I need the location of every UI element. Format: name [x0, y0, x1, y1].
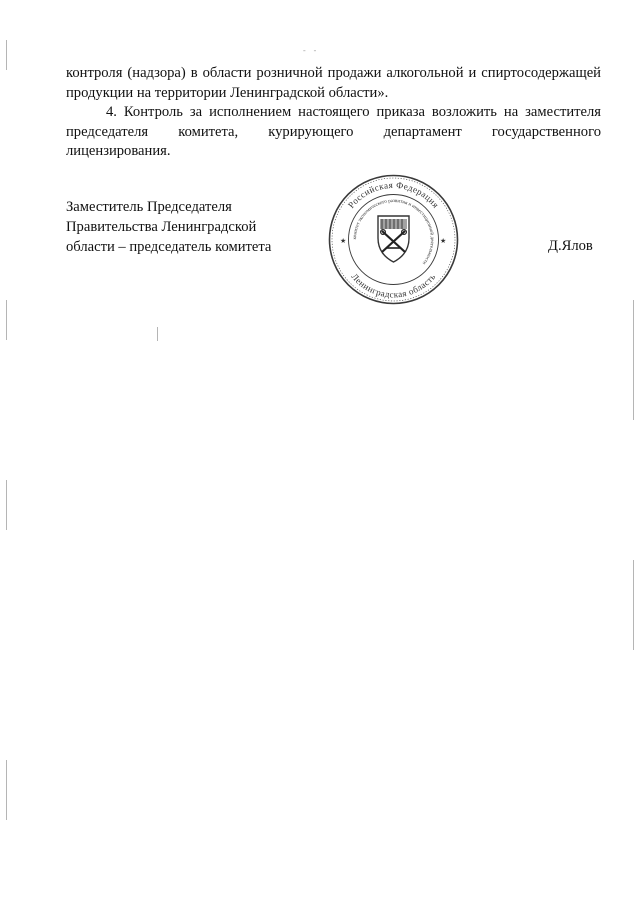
text-line: 4. Контроль за исполнением настоящего приказа возложить на заместителя: [106, 104, 601, 120]
scan-edge-mark: [6, 40, 7, 70]
paragraph-continuation: [66, 64, 601, 103]
signer-title-line: Заместитель Председателя: [66, 199, 232, 215]
official-seal-icon: [326, 172, 461, 307]
scan-edge-mark: [6, 760, 7, 820]
scan-edge-mark: [6, 480, 7, 530]
signer-title-line: области – председатель комитета: [66, 239, 272, 255]
signer-name: Д.Ялов: [548, 238, 593, 254]
text-line: лицензирования.: [66, 143, 171, 159]
text-line: контроля (надзора) в области розничной продажи алкогольной и спиртосодержащей: [66, 65, 601, 81]
scan-edge-mark: [633, 560, 634, 650]
star-icon: ★: [340, 237, 347, 245]
star-icon: ★: [440, 237, 447, 245]
scan-edge-mark: [633, 300, 634, 420]
text-line: продукции на территории Ленинградской области».: [66, 84, 389, 101]
signer-title: [66, 197, 306, 257]
text-line: председателя комитета, курирующего департамент государственного: [66, 123, 601, 140]
seal-bottom-text: Ленинградская область: [349, 271, 438, 300]
scan-speck: [157, 327, 158, 341]
seal-inner-text: комитет экономического развития и инвестиционной деятельности: [352, 198, 435, 266]
seal-outer-text: Российская Федерация: [345, 179, 442, 210]
document-body: [66, 64, 601, 162]
scan-artifact: - -: [303, 46, 320, 55]
coat-of-arms-icon: [378, 216, 409, 262]
signer-title-line: Правительства Ленинградской: [66, 219, 257, 235]
paragraph-item-4: [66, 103, 601, 162]
scan-edge-mark: [6, 300, 7, 340]
